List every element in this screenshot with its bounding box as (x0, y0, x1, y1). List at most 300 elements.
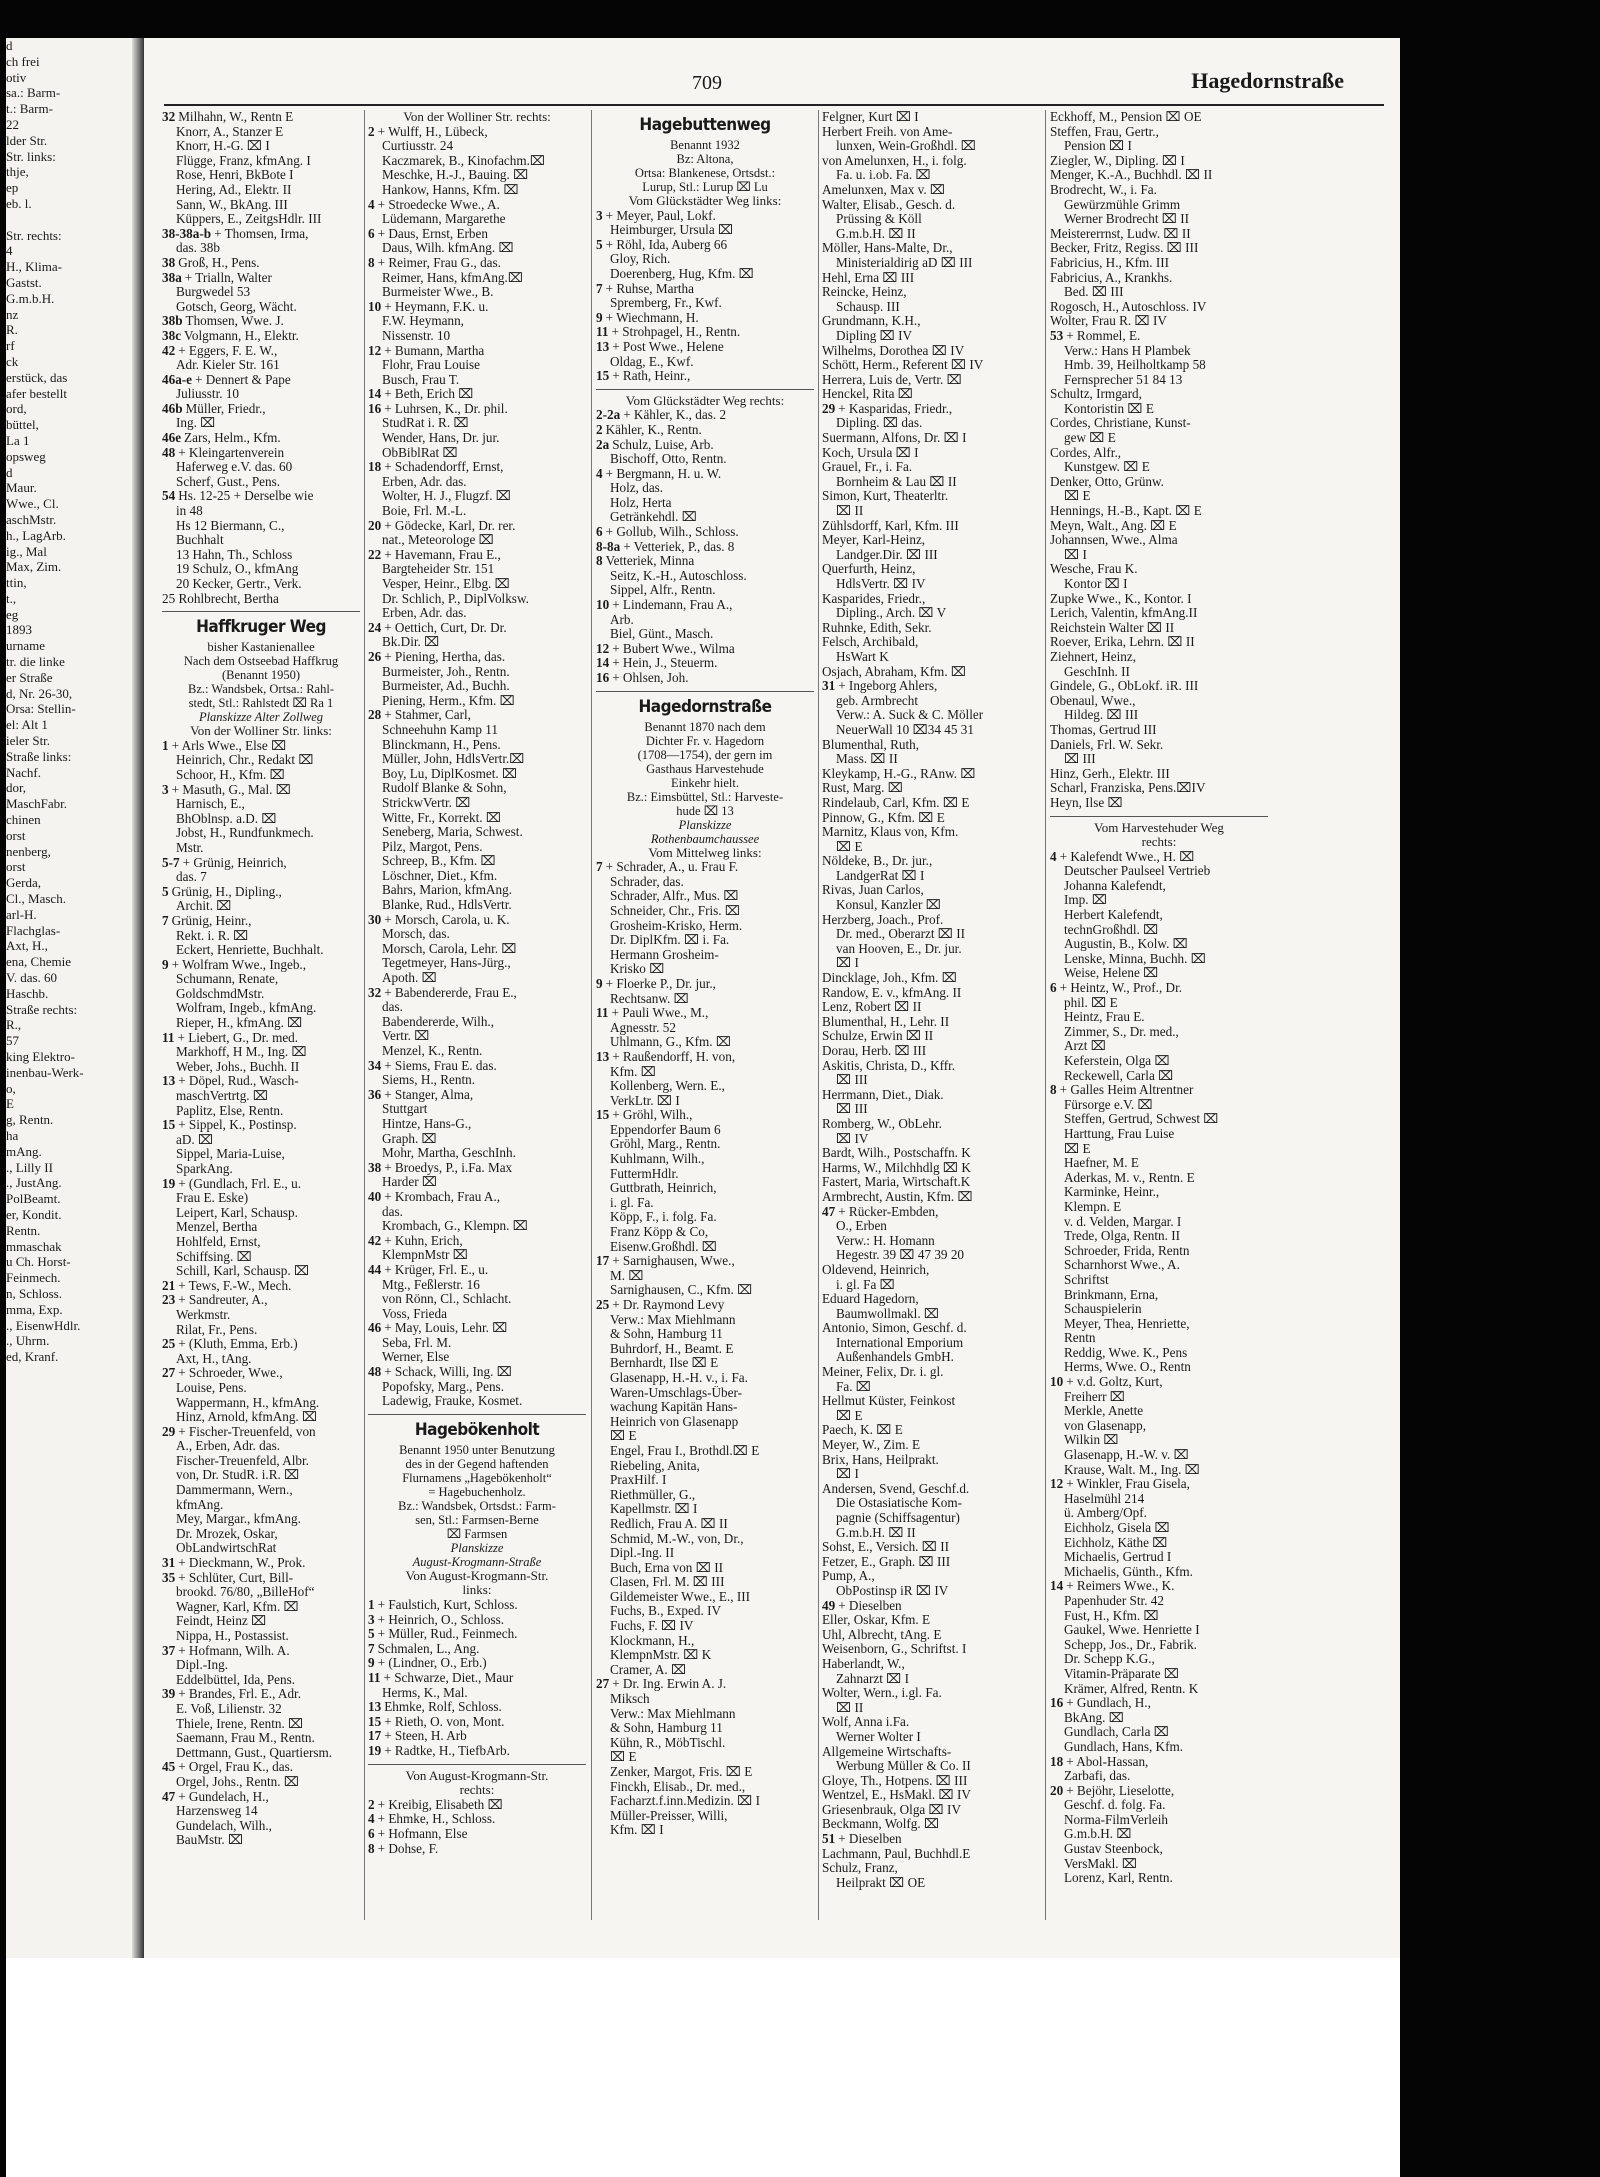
resident-entry (596, 1736, 814, 1751)
house-number: 38 (368, 1160, 382, 1175)
entry-text: Wesche, Frau K. (1050, 562, 1138, 577)
resident-entry (596, 598, 814, 613)
entry-text: ⌧ II (836, 1700, 864, 1715)
entry-text: Adr. Kieler Str. 161 (176, 358, 280, 373)
entry-text: Zimmer, S., Dr. med., (1064, 1024, 1179, 1039)
entry-text: Fetzer, E., Graph. ⌧ III (822, 1554, 951, 1569)
resident-entry (822, 1205, 1040, 1220)
resident-entry (162, 154, 360, 169)
entry-text: Gotsch, Georg, Wächt. (176, 299, 297, 314)
resident-entry (368, 504, 586, 519)
entry-text: PraxHilf. I (610, 1473, 667, 1488)
resident-entry (1050, 1331, 1268, 1346)
resident-entry (162, 1760, 360, 1775)
entry-text: Schulz, Luise, Arb. (612, 437, 714, 452)
entry-text: Herrera, Luis de, Vertr. ⌧ (822, 372, 962, 387)
entry-text: + Rücker-Embden, (838, 1204, 939, 1219)
entry-text: Kasparides, Friedr., (822, 591, 926, 606)
entry-text: Eller, Oskar, Kfm. E (822, 1613, 931, 1628)
resident-entry (822, 927, 1040, 942)
resident-entry (822, 1817, 1040, 1832)
entry-text: + Arls Wwe., Else ⌧ (171, 738, 287, 753)
house-number: 46a-e (162, 372, 193, 387)
entry-text: Vesper, Heinr., Elbg. ⌧ (382, 577, 510, 591)
resident-entry (368, 577, 586, 592)
resident-entry (368, 358, 586, 373)
resident-entry (822, 840, 1040, 855)
entry-text: Dammermann, Wern., (176, 1483, 293, 1498)
resident-entry (596, 1765, 814, 1780)
house-number: 38c (162, 328, 182, 343)
resident-entry (368, 1292, 586, 1307)
entry-text: Herbert Freih. von Ame- (822, 124, 953, 139)
street-info: Benannt 1950 unter Benutzung (399, 1442, 555, 1457)
left-page-line: Rentn. (6, 1222, 41, 1238)
entry-text: lunxen, Wein-Großhdl. ⌧ (836, 139, 976, 154)
resident-entry (162, 1366, 360, 1381)
resident-entry (368, 460, 586, 475)
street-info: Ortsa: Blankenese, Ortsdst.: (634, 166, 776, 180)
house-number: 29 (162, 1424, 176, 1439)
direction-label: Vom Mittelweg links: (648, 844, 762, 860)
entry-text: Fust, H., Kfm. ⌧ (1064, 1608, 1159, 1623)
entry-text: + Bumann, Martha (384, 343, 485, 358)
resident-entry (1050, 227, 1268, 242)
resident-entry (1050, 548, 1268, 563)
entry-text: + Kähler, K., das. 2 (623, 408, 727, 423)
resident-entry (162, 1614, 360, 1629)
column-2 (368, 110, 586, 1930)
entry-text: Schrader, Alfr., Mus. ⌧ (610, 889, 739, 904)
entry-text: Schmalen, L., Ang. (377, 1641, 480, 1656)
house-number: 47 (162, 1789, 176, 1804)
entry-text: + Vetteriek, P., das. 8 (623, 539, 735, 554)
resident-entry (368, 1205, 586, 1220)
entry-text: + Reimer, Frau G., das. (377, 255, 501, 270)
entry-text: Reddig, Wwe. K., Pens (1064, 1345, 1188, 1360)
resident-entry (596, 1590, 814, 1605)
resident-entry (1050, 893, 1268, 908)
left-page-line: otiv (6, 69, 27, 85)
resident-entry (162, 1658, 360, 1673)
entry-text: gew ⌧ E (1064, 431, 1116, 446)
house-number: 9 (368, 1656, 375, 1671)
resident-entry (596, 340, 814, 355)
resident-entry (368, 1102, 586, 1117)
resident-entry (162, 1016, 360, 1031)
left-page-line: ha (6, 1127, 19, 1143)
resident-entry (596, 1532, 814, 1547)
resident-entry (822, 1540, 1040, 1555)
resident-entry (822, 1321, 1040, 1336)
house-number: 14 (596, 656, 610, 671)
entry-text: Werbung Müller & Co. II (836, 1759, 971, 1774)
entry-text: + Dieselben (838, 1832, 902, 1847)
directory-page (144, 38, 1400, 1958)
entry-text: Fa. u. i.ob. Fa. ⌧ (836, 168, 931, 183)
entry-text: + Raußendorff, H. von, (612, 1049, 736, 1064)
entry-text: geb. Armbrecht (836, 693, 919, 708)
entry-text: Kapellmstr. ⌧ I (610, 1502, 698, 1517)
resident-entry (1050, 1623, 1268, 1638)
resident-entry (596, 1750, 814, 1765)
resident-entry (162, 1498, 360, 1513)
entry-text: + Ehmke, H., Schloss. (377, 1812, 496, 1827)
entry-text: + Wolfram Wwe., Ingeb., (171, 957, 307, 972)
resident-entry (822, 1190, 1040, 1205)
resident-entry (822, 986, 1040, 1001)
entry-text: Hellmut Küster, Feinkost (822, 1394, 956, 1409)
entry-text: Buch, Erna von ⌧ II (610, 1560, 723, 1575)
entry-text: Brinkmann, Erna, (1064, 1287, 1159, 1302)
entry-text: Michaelis, Günth., Kfm. (1064, 1564, 1193, 1579)
resident-entry (822, 1175, 1040, 1190)
left-page-line: dor, (6, 780, 27, 796)
house-number: 38 (162, 255, 176, 270)
street-info: bisher Kastanienallee (207, 640, 315, 655)
entry-text: ⌧ III (836, 1073, 868, 1088)
column-divider (591, 110, 592, 1920)
entry-text: + Dr. Raymond Levy (612, 1298, 725, 1312)
book-spine (132, 38, 144, 1958)
resident-entry (368, 854, 586, 869)
entry-text: Steffen, Frau, Gertr., (1050, 124, 1159, 139)
resident-entry (162, 1177, 360, 1192)
resident-entry (162, 1746, 360, 1761)
resident-entry (596, 1575, 814, 1590)
entry-text: Krämer, Alfred, Rentn. K (1064, 1681, 1199, 1696)
entry-text: Dipling., Arch. ⌧ V (836, 606, 947, 621)
resident-entry (822, 1876, 1040, 1891)
resident-entry (1050, 1010, 1268, 1025)
entry-text: Buchhalt (176, 533, 224, 548)
resident-entry (822, 300, 1040, 315)
house-number: 12 (368, 343, 382, 358)
resident-entry (822, 198, 1040, 213)
entry-text: BhOblnsp. a.D. ⌧ (176, 811, 277, 826)
entry-text: Hehl, Erna ⌧ III (822, 270, 915, 285)
entry-text: Zarbafi, das. (1064, 1769, 1131, 1784)
entry-text: Uhlmann, G., Kfm. ⌧ (610, 1035, 732, 1050)
entry-text: Köpp, F., i. folg. Fa. (610, 1210, 717, 1225)
entry-text: Feindt, Heinz ⌧ (176, 1614, 267, 1629)
resident-entry (368, 329, 586, 344)
entry-text: Facharzt.f.inn.Medizin. ⌧ I (610, 1794, 760, 1809)
entry-text: Harnisch, E., (176, 797, 245, 812)
resident-entry (1050, 923, 1268, 938)
entry-text: + Abol-Hassan, (1066, 1754, 1149, 1769)
entry-text: Menger, K.-A., Buchhdl. ⌧ II (1050, 168, 1213, 183)
entry-text: Heyn, Ilse ⌧ (1050, 795, 1123, 810)
entry-text: + Rommel, E. (1066, 328, 1141, 343)
house-number: 42 (162, 343, 176, 358)
resident-entry (368, 183, 586, 198)
entry-text: Geschf. d. folg. Fa. (1064, 1798, 1166, 1813)
entry-text: + Gundlach, H., (1066, 1696, 1151, 1711)
entry-text: + Kleingartenverein (178, 445, 285, 460)
house-number: 20 (1050, 1783, 1064, 1798)
resident-entry (368, 986, 586, 1001)
entry-text: Lenz, Robert ⌧ II (822, 1000, 922, 1015)
left-page-line: arl-H. (6, 906, 37, 922)
resident-entry (822, 1088, 1040, 1103)
resident-entry (822, 723, 1040, 738)
resident-entry (368, 1827, 586, 1842)
left-page-line: h., LagArb. (6, 527, 66, 543)
entry-text: Axt, H., tAng. (176, 1351, 252, 1366)
entry-text: Felgner, Kurt ⌧ I (822, 110, 919, 124)
resident-entry (596, 1356, 814, 1371)
resident-entry (162, 1833, 360, 1848)
house-number: 15 (368, 1714, 382, 1729)
entry-text: A., Erben, Adr. das. (176, 1439, 281, 1454)
resident-entry (368, 1812, 586, 1827)
entry-text: Herbert Kalefendt, (1064, 908, 1163, 923)
entry-text: Bardt, Wilh., Postschaffn. K (822, 1146, 971, 1161)
house-number: 47 (822, 1204, 836, 1219)
resident-entry (1050, 1696, 1268, 1711)
resident-entry (596, 1269, 814, 1284)
resident-entry (822, 1219, 1040, 1234)
resident-entry (596, 252, 814, 267)
house-number: 25 (596, 1298, 610, 1312)
resident-entry (162, 1804, 360, 1819)
entry-text: Rivas, Juan Carlos, (822, 883, 924, 898)
resident-entry (822, 168, 1040, 183)
entry-text: ObBiblRat ⌧ (382, 445, 458, 460)
entry-text: Meiner, Felix, Dr. i. gl. (822, 1365, 944, 1380)
house-number: 31 (162, 1556, 176, 1571)
entry-text: Tegetmeyer, Hans-Jürg., (382, 956, 511, 971)
resident-entry (162, 1454, 360, 1469)
resident-entry (596, 1210, 814, 1225)
resident-entry (1050, 1360, 1268, 1375)
resident-entry (822, 650, 1040, 665)
entry-text: + Dohse, F. (377, 1841, 439, 1856)
entry-text: Ladewig, Frauke, Kosmet. (382, 1394, 523, 1409)
entry-text: Wolter, H. J., Flugzf. ⌧ (382, 489, 511, 504)
resident-entry (162, 1250, 360, 1265)
entry-text: Verw.: Hans H Plambek (1064, 343, 1191, 358)
resident-entry (1050, 1419, 1268, 1434)
resident-entry (1050, 981, 1268, 996)
left-page-line: ieler Str. (6, 733, 51, 749)
entry-text: Gloy, Rich. (610, 252, 671, 267)
resident-entry (822, 679, 1040, 694)
resident-entry (1050, 139, 1268, 154)
entry-text: Paech, K. ⌧ E (822, 1423, 903, 1438)
entry-text: Kfm. ⌧ (610, 1064, 656, 1079)
entry-text: Koch, Ursula ⌧ I (822, 445, 919, 460)
entry-text: das. 7 (176, 870, 207, 885)
resident-entry (1050, 937, 1268, 952)
resident-entry (1050, 1579, 1268, 1594)
entry-text: Grundmann, K.H., (822, 314, 921, 329)
street-info: Gasthaus Harvestehude (646, 761, 764, 776)
direction-label: Von August-Krogmann-Str. (405, 1567, 549, 1583)
house-number: 16 (368, 401, 382, 416)
resident-entry (822, 708, 1040, 723)
house-number: 32 (162, 110, 176, 124)
resident-entry (368, 606, 586, 621)
entry-text: ⌧ E (1064, 1141, 1091, 1156)
entry-text: Apoth. ⌧ (382, 971, 437, 986)
left-page-line: el: Alt 1 (6, 717, 48, 733)
house-number: 4 (368, 197, 375, 212)
resident-entry (822, 577, 1040, 592)
resident-entry (162, 1629, 360, 1644)
entry-text: + Schack, Willi, Ing. ⌧ (384, 1365, 512, 1380)
entry-text: + Stroedecke Wwe., A. (377, 197, 500, 212)
left-page-line: büttel, (6, 417, 39, 433)
resident-entry (596, 1663, 814, 1678)
entry-text: Getränkehdl. ⌧ (610, 510, 697, 525)
resident-entry (822, 446, 1040, 461)
left-page-line: Gastst. (6, 274, 42, 290)
resident-entry (368, 198, 586, 213)
section-separator (1050, 816, 1268, 817)
house-number: 8-8a (596, 539, 621, 554)
resident-entry (822, 752, 1040, 767)
resident-entry (596, 1342, 814, 1357)
resident-entry (368, 1686, 586, 1701)
entry-text: Fuchs, F. ⌧ IV (610, 1619, 694, 1634)
resident-entry (162, 1527, 360, 1542)
entry-text: Pilz, Margot, Pens. (382, 839, 483, 854)
resident-entry (162, 1191, 360, 1206)
direction-label: Von der Wolliner Str. links: (190, 723, 332, 739)
entry-text: Gundlach, Carla ⌧ (1064, 1725, 1169, 1740)
resident-entry (596, 977, 814, 992)
entry-text: M. ⌧ (610, 1268, 644, 1283)
resident-entry (162, 504, 360, 519)
resident-entry (1050, 198, 1268, 213)
left-page-line: V. das. 60 (6, 970, 58, 986)
entry-text: Fa. ⌧ (836, 1379, 871, 1394)
entry-text: + Daus, Ernst, Erben (377, 226, 488, 241)
entry-text: Werner Brodrecht ⌧ II (1064, 212, 1190, 227)
entry-text: Hermann Grosheim- (610, 947, 719, 962)
entry-text: Nippa, H., Postassist. (176, 1629, 289, 1643)
entry-text: Schausp. III (836, 299, 900, 314)
resident-entry (822, 489, 1040, 504)
street-info: Bz.: Wandsbek, Ortsdst.: Farm- (398, 1498, 556, 1513)
direction-label: rechts: (1141, 834, 1177, 850)
entry-text: Lerich, Valentin, kfmAng.II (1050, 606, 1198, 621)
resident-entry (1050, 577, 1268, 592)
resident-entry (596, 1108, 814, 1123)
resident-entry (822, 241, 1040, 256)
entry-text: + Ohlsen, Joh. (612, 671, 689, 685)
resident-entry (162, 168, 360, 183)
left-page-line: Max, Zim. (6, 559, 62, 575)
entry-text: Löschner, Diet., Kfm. (382, 868, 498, 883)
entry-text: Schroeder, Frida, Rentn (1064, 1243, 1190, 1258)
entry-text: Eisenw.Großhdl. ⌧ (610, 1239, 718, 1254)
resident-entry (368, 738, 586, 753)
resident-entry (368, 344, 586, 359)
entry-text: Cramer, A. ⌧ (610, 1662, 687, 1677)
entry-text: + Heymann, F.K. u. (384, 299, 489, 314)
resident-entry (596, 1415, 814, 1430)
resident-entry (596, 569, 814, 584)
entry-text: Redlich, Frau A. ⌧ II (610, 1516, 728, 1531)
entry-text: + Winkler, Frau Gisela, (1066, 1477, 1190, 1492)
left-page-line: ., JustAng. (6, 1175, 62, 1191)
street-heading: Hagebökenholt (414, 1419, 540, 1440)
left-page-line: sa.: Barm- (6, 85, 61, 101)
resident-entry (162, 1323, 360, 1338)
resident-entry (368, 592, 586, 607)
house-number: 30 (368, 912, 382, 927)
entry-text: Wolfram, Ingeb., kfmAng. (176, 1001, 317, 1016)
entry-text: Wilhelms, Dorothea ⌧ IV (822, 343, 965, 358)
section-separator (596, 691, 814, 692)
entry-text: Vertr. ⌧ (382, 1029, 430, 1044)
resident-entry (368, 1715, 586, 1730)
entry-text: G.m.b.H. ⌧ II (836, 1525, 916, 1540)
resident-entry (596, 267, 814, 282)
resident-entry (162, 446, 360, 461)
resident-entry (1050, 154, 1268, 169)
entry-text: Müller-Preisser, Willi, (610, 1808, 728, 1823)
house-number: 8 (368, 255, 375, 270)
entry-text: Morsch, Carola, Lehr. ⌧ (382, 941, 517, 956)
left-page-line: lder Str. (6, 132, 48, 148)
resident-entry (596, 223, 814, 238)
resident-entry (368, 1263, 586, 1278)
entry-text: Flügge, Franz, kfmAng. I (176, 153, 311, 168)
entry-text: ⌧ E (610, 1750, 637, 1765)
entry-text: Hs. 12-25 + Derselbe wie (178, 489, 314, 504)
resident-entry (822, 1146, 1040, 1161)
entry-text: Schreep, B., Kfm. ⌧ (382, 854, 496, 869)
entry-text: Orgel, Johs., Rentn. ⌧ (176, 1774, 300, 1789)
resident-entry (162, 562, 360, 577)
entry-text: Archit. ⌧ (176, 899, 232, 914)
entry-text: Guttbrath, Heinrich, (610, 1181, 717, 1196)
resident-entry (162, 1089, 360, 1104)
entry-text: Weise, Helene ⌧ (1064, 966, 1159, 981)
resident-entry (822, 1759, 1040, 1774)
resident-entry (822, 1000, 1040, 1015)
resident-entry (596, 1283, 814, 1298)
resident-entry (1050, 1652, 1268, 1667)
entry-text: Augustin, B., Kolw. ⌧ (1064, 937, 1188, 952)
resident-entry (162, 1381, 360, 1396)
entry-text: + Siems, Frau E. das. (384, 1058, 497, 1073)
direction-label: Vom Harvestehuder Weg (1094, 819, 1224, 835)
resident-entry (162, 329, 360, 344)
entry-text: Rieper, H., kfmAng. ⌧ (176, 1016, 303, 1031)
left-page-line: H., Klima- (6, 259, 62, 275)
resident-entry (822, 1467, 1040, 1482)
entry-text: Gröhl, Marg., Rentn. (610, 1137, 721, 1152)
house-number: 13 (596, 1049, 610, 1064)
left-page-line: afer bestellt (6, 385, 67, 401)
resident-entry (596, 423, 814, 438)
resident-entry (1050, 1769, 1268, 1784)
resident-entry (162, 783, 360, 798)
resident-entry (368, 1744, 586, 1759)
entry-text: Kontoristin ⌧ E (1064, 401, 1154, 416)
entry-text: Dr. med., Oberarzt ⌧ II (836, 927, 966, 942)
resident-entry (368, 548, 586, 563)
resident-entry (368, 869, 586, 884)
entry-text: Haselmühl 214 (1064, 1491, 1145, 1506)
resident-entry (822, 869, 1040, 884)
resident-entry (1050, 1229, 1268, 1244)
